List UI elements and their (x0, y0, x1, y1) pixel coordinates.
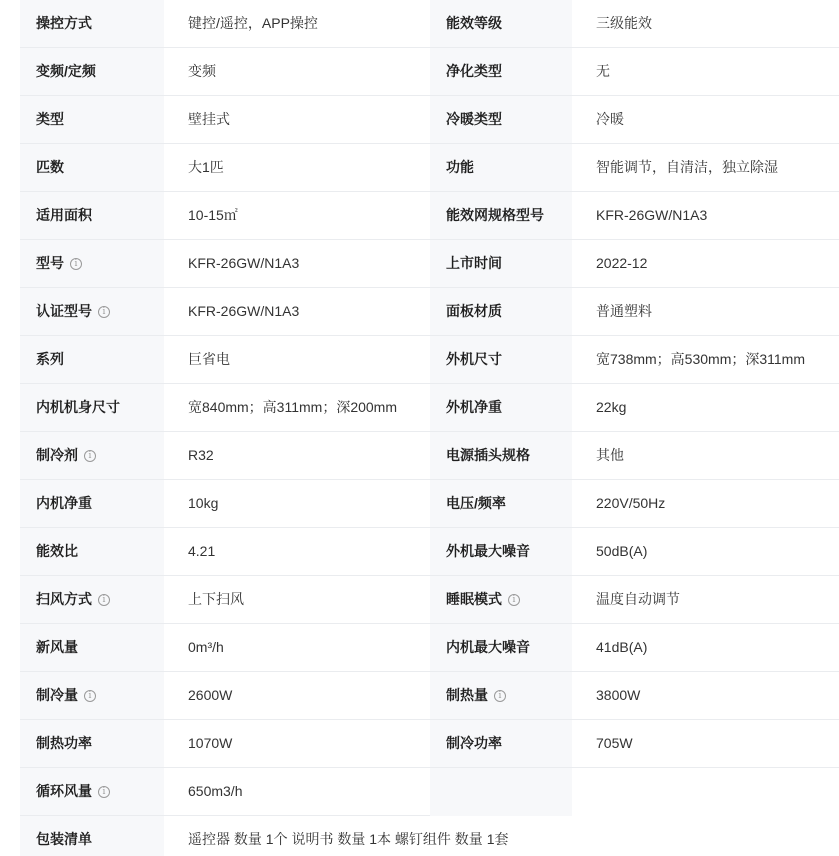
spec-value-cell (572, 96, 839, 144)
spec-value-cell (572, 48, 839, 96)
spec-label: 认证型号 (36, 303, 92, 319)
spec-label: 外机尺寸 (446, 351, 502, 367)
spec-row (20, 144, 839, 192)
spec-label-cell (20, 0, 164, 48)
spec-value: 650m3/h (188, 783, 243, 799)
spec-label: 变频/定频 (36, 63, 96, 79)
spec-value: 温度自动调节 (596, 591, 680, 607)
spec-label-cell (430, 672, 572, 720)
spec-label-cell (430, 336, 572, 384)
spec-value-cell (572, 576, 839, 624)
spec-label-cell (20, 336, 164, 384)
spec-row (20, 384, 839, 432)
spec-value: 4.21 (188, 543, 216, 559)
spec-label-cell (20, 768, 164, 816)
spec-value-cell (572, 432, 839, 480)
spec-value-cell (164, 96, 430, 144)
spec-value: 无 (596, 63, 610, 79)
spec-value: 大1匹 (188, 159, 224, 175)
info-icon[interactable]: i (70, 258, 82, 270)
spec-value-cell (572, 0, 839, 48)
spec-label: 操控方式 (36, 15, 92, 31)
spec-row (20, 336, 839, 384)
spec-row (20, 528, 839, 576)
spec-row (20, 576, 839, 624)
spec-value-cell (572, 672, 839, 720)
spec-row (20, 96, 839, 144)
spec-value-cell (164, 192, 430, 240)
spec-row (20, 0, 839, 48)
spec-label: 能效等级 (446, 15, 502, 31)
spec-label-cell (430, 576, 572, 624)
spec-label: 电压/频率 (446, 495, 506, 511)
spec-value-cell (164, 240, 430, 288)
spec-value: 41dB(A) (596, 639, 648, 655)
spec-value-cell (164, 384, 430, 432)
spec-row (20, 192, 839, 240)
spec-label: 循环风量 (36, 783, 92, 799)
spec-value: 三级能效 (596, 15, 652, 31)
spec-label-cell (20, 48, 164, 96)
spec-label: 型号 (36, 255, 64, 271)
spec-label: 适用面积 (36, 207, 92, 223)
spec-label-cell (20, 720, 164, 768)
spec-label-cell (430, 0, 572, 48)
spec-value: 智能调节，自清洁，独立除湿 (596, 159, 778, 175)
spec-row (20, 720, 839, 768)
spec-label-cell (20, 384, 164, 432)
spec-value: 变频 (188, 63, 216, 79)
spec-row (20, 432, 839, 480)
info-icon[interactable]: i (98, 594, 110, 606)
spec-row (20, 768, 839, 816)
spec-value: 上下扫风 (188, 591, 244, 607)
spec-value-cell (164, 672, 430, 720)
spec-label: 功能 (446, 159, 474, 175)
spec-value: 壁挂式 (188, 111, 230, 127)
info-icon[interactable]: i (494, 690, 506, 702)
spec-value: 普通塑料 (596, 303, 652, 319)
spec-label: 制冷量 (36, 687, 78, 703)
spec-value-cell (164, 144, 430, 192)
spec-value-cell (164, 48, 430, 96)
spec-label-cell (20, 624, 164, 672)
info-icon[interactable]: i (508, 594, 520, 606)
spec-value: 2600W (188, 687, 233, 703)
spec-value-cell (164, 720, 430, 768)
spec-value: KFR-26GW/N1A3 (188, 303, 300, 319)
spec-value: KFR-26GW/N1A3 (596, 207, 708, 223)
info-icon[interactable]: i (98, 786, 110, 798)
spec-value-cell (164, 432, 430, 480)
spec-value-cell (572, 144, 839, 192)
spec-label: 包装清单 (36, 831, 92, 847)
spec-value: 2022-12 (596, 255, 648, 271)
spec-value-cell (572, 192, 839, 240)
spec-label: 新风量 (36, 639, 78, 655)
spec-label: 制热功率 (36, 735, 92, 751)
spec-value: 其他 (596, 447, 624, 463)
spec-label: 制热量 (446, 687, 488, 703)
spec-label-cell (430, 384, 572, 432)
info-icon[interactable]: i (84, 690, 96, 702)
spec-label-cell (20, 432, 164, 480)
spec-value-cell (164, 480, 430, 528)
spec-value-cell (164, 336, 430, 384)
spec-value: 冷暖 (596, 111, 624, 127)
spec-label-cell (20, 480, 164, 528)
spec-value: 50dB(A) (596, 543, 648, 559)
spec-value: 巨省电 (188, 351, 230, 367)
spec-row (20, 48, 839, 96)
spec-value: 705W (596, 735, 633, 751)
spec-row-packing (20, 816, 839, 856)
spec-label-cell (20, 672, 164, 720)
spec-label-cell (430, 288, 572, 336)
spec-label-cell (20, 240, 164, 288)
spec-value: 1070W (188, 735, 233, 751)
spec-value-cell (164, 0, 430, 48)
info-icon[interactable]: i (98, 306, 110, 318)
spec-value: 0m³/h (188, 639, 224, 655)
spec-value-cell (572, 528, 839, 576)
spec-label: 内机机身尺寸 (36, 399, 120, 415)
spec-row (20, 240, 839, 288)
spec-label-cell (430, 240, 572, 288)
spec-label: 内机最大噪音 (446, 639, 530, 655)
spec-label-cell (20, 192, 164, 240)
spec-row (20, 288, 839, 336)
spec-value-cell (164, 624, 430, 672)
spec-label-cell (430, 624, 572, 672)
spec-value: 键控/遥控，APP操控 (188, 15, 318, 31)
spec-label-cell (430, 96, 572, 144)
spec-value: KFR-26GW/N1A3 (188, 255, 300, 271)
spec-value-cell (164, 576, 430, 624)
spec-label: 扫风方式 (36, 591, 92, 607)
spec-label-cell (430, 720, 572, 768)
spec-label-cell (430, 480, 572, 528)
spec-label: 能效比 (36, 543, 78, 559)
spec-label-cell (20, 96, 164, 144)
spec-value: R32 (188, 447, 214, 463)
spec-value-cell (572, 624, 839, 672)
spec-table (20, 0, 839, 856)
spec-label: 系列 (36, 351, 64, 367)
empty-value-cell (572, 768, 839, 816)
spec-value: 宽738mm；高530mm；深311mm (596, 351, 806, 367)
spec-value: 宽840mm；高311mm；深200mm (188, 399, 398, 415)
spec-label-cell (20, 144, 164, 192)
spec-label: 外机净重 (446, 399, 502, 415)
spec-row (20, 480, 839, 528)
spec-value-cell (164, 768, 430, 816)
spec-value-cell (164, 288, 430, 336)
spec-label: 冷暖类型 (446, 111, 502, 127)
spec-label: 净化类型 (446, 63, 502, 79)
spec-label-cell (430, 144, 572, 192)
spec-label: 能效网规格型号 (446, 207, 544, 223)
spec-row (20, 624, 839, 672)
spec-label-cell (430, 528, 572, 576)
spec-label: 制冷剂 (36, 447, 78, 463)
spec-label: 匹数 (36, 159, 64, 175)
spec-label-cell (430, 48, 572, 96)
spec-value: 遥控器 数量 1个 说明书 数量 1本 螺钉组件 数量 1套 (188, 831, 509, 847)
spec-value: 3800W (596, 687, 641, 703)
spec-value-cell (572, 240, 839, 288)
spec-row (20, 672, 839, 720)
spec-label: 外机最大噪音 (446, 543, 530, 559)
empty-label-cell (430, 768, 572, 816)
spec-label-cell (20, 576, 164, 624)
spec-label: 电源插头规格 (446, 447, 530, 463)
spec-value-cell (164, 816, 839, 856)
spec-label: 上市时间 (446, 255, 502, 271)
spec-label: 面板材质 (446, 303, 502, 319)
spec-value: 10-15㎡ (188, 207, 238, 223)
spec-value: 10kg (188, 495, 219, 511)
spec-value-cell (572, 480, 839, 528)
spec-label: 睡眠模式 (446, 591, 502, 607)
spec-value: 22kg (596, 399, 627, 415)
spec-label: 制冷功率 (446, 735, 502, 751)
spec-label: 类型 (36, 111, 64, 127)
spec-value: 220V/50Hz (596, 495, 666, 511)
spec-label-cell (20, 288, 164, 336)
info-icon[interactable]: i (84, 450, 96, 462)
spec-value-cell (164, 528, 430, 576)
spec-value-cell (572, 336, 839, 384)
spec-label-cell (430, 432, 572, 480)
spec-label-cell (20, 816, 164, 856)
spec-value-cell (572, 384, 839, 432)
spec-value-cell (572, 720, 839, 768)
spec-label-cell (20, 528, 164, 576)
spec-label: 内机净重 (36, 495, 92, 511)
spec-label-cell (430, 192, 572, 240)
spec-value-cell (572, 288, 839, 336)
